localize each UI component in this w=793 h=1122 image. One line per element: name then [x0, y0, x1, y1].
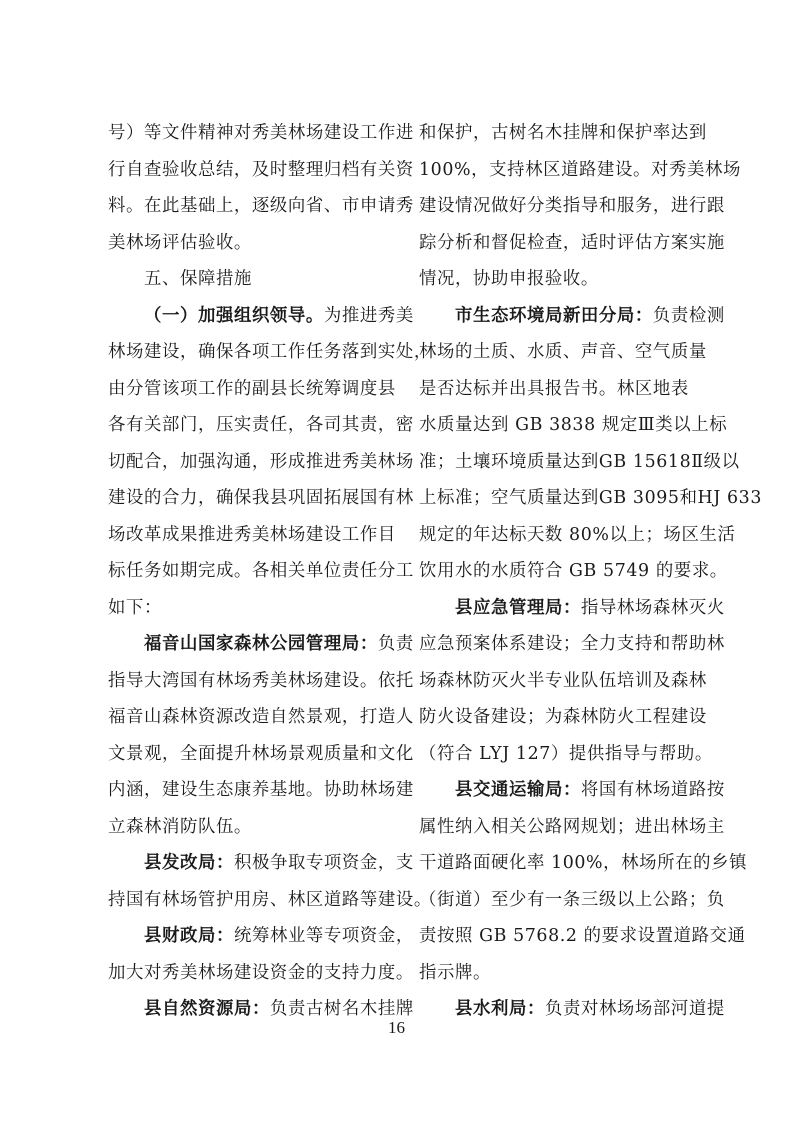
- text-line: [108, 845, 414, 882]
- text-line: 是否达标并出具报告书。林区地表: [419, 378, 689, 399]
- text-line: 场改革成果推进秀美林场建设工作目: [108, 524, 396, 545]
- text-line: 责按照 GB 5768.2 的要求设置道路交通: [419, 926, 746, 946]
- right-column: [419, 115, 763, 1028]
- text-line: 干道路面硬化率 100%，林场所在的乡镇: [419, 853, 748, 873]
- text-line: [108, 298, 414, 335]
- text-line: 上标准；空气质量达到GB 3095和HJ 633: [419, 488, 763, 508]
- text-line: 指示牌。: [419, 962, 491, 983]
- text-line: 饮用水的水质符合 GB 5749 的要求。: [419, 561, 728, 581]
- text-line: 各有关部门，压实责任，各司其责，密: [108, 415, 414, 435]
- text-line: 情况，协助申报验收。: [419, 269, 599, 289]
- bold-heading: 福音山国家森林公园管理局：: [144, 634, 378, 654]
- paragraph-jiaotong: [419, 772, 748, 991]
- inline-text: 统筹林业等专项资金，: [233, 926, 414, 946]
- text-line: 行自查验收总结，及时整理归档有关资: [108, 159, 414, 180]
- bold-heading: 县发改局：: [144, 853, 234, 873]
- text-line: 加大对秀美林场建设资金的支持力度。: [108, 962, 414, 983]
- paragraph-organization: [108, 298, 432, 627]
- text-line: 标任务如期完成。各相关单位责任分工: [108, 561, 414, 581]
- text-line: （符合 LYJ 127）提供指导与帮助。: [419, 743, 713, 764]
- paragraph-yingji: [419, 590, 725, 773]
- text-line: [419, 298, 725, 335]
- text-line: 林场的土质、水质、声音、空气质量: [419, 342, 707, 362]
- paragraph-fagai: [108, 845, 432, 918]
- inline-text: 积极争取专项资金，支: [233, 853, 414, 873]
- text-line: （街道）至少有一条三级以上公路；负: [419, 889, 725, 910]
- text-line: [108, 918, 414, 955]
- text-line: 如下：: [108, 597, 162, 618]
- text-line: 防火设备建设；为森林防火工程建设: [419, 707, 707, 727]
- bold-heading: 县交通运输局：: [455, 780, 581, 800]
- inline-text: 将国有林场道路按: [580, 780, 725, 800]
- bold-heading: 县水利局：: [455, 999, 545, 1019]
- inline-text: 负责对林场场部河道提: [544, 999, 725, 1019]
- paragraph-intro: [108, 115, 414, 261]
- text-line: [419, 772, 725, 809]
- bold-heading: 县财政局：: [144, 926, 234, 946]
- paragraph-fuyin: [108, 626, 414, 845]
- inline-text: 指导林场森林灭火: [580, 597, 725, 618]
- text-line: 水质量达到 GB 3838 规定Ⅲ类以上标: [419, 415, 728, 435]
- text-line: 美林场评估验收。: [108, 232, 252, 253]
- paragraph-ziran-continued: [419, 115, 741, 298]
- text-line: 持国有林场管护用房、林区道路等建设。: [108, 889, 432, 910]
- text-line: 林场建设，确保各项工作任务落到实处，: [108, 342, 432, 362]
- text-line: 立森林消防队伍。: [108, 816, 252, 837]
- text-line: 料。在此基础上，逐级向省、市申请秀: [108, 196, 414, 216]
- text-line: 建设的合力，确保我县巩固拓展国有林: [108, 488, 414, 508]
- text-line: 建设情况做好分类指导和服务，进行跟: [419, 196, 725, 216]
- text-line: 属性纳入相关公路网规划；进出林场主: [419, 816, 725, 837]
- bold-heading: 县自然资源局：: [144, 999, 270, 1019]
- paragraph-shengtai: [419, 298, 763, 590]
- text-line: 切配合，加强沟通，形成推进秀美林场: [108, 451, 414, 472]
- text-line: 场森林防灭火半专业队伍培训及森林: [419, 670, 707, 691]
- text-line: 指导大湾国有林场秀美林场建设。依托: [108, 670, 414, 691]
- text-line: 内涵，建设生态康养基地。协助林场建: [108, 780, 414, 800]
- text-line: 和保护，古树名木挂牌和保护率达到: [419, 123, 707, 143]
- inline-text: 为推进秀美: [323, 305, 414, 326]
- text-line: [419, 590, 725, 627]
- text-line: 号）等文件精神对秀美林场建设工作进: [108, 123, 414, 143]
- text-line: 应急预案体系建设；全力支持和帮助林: [419, 634, 725, 654]
- bold-heading: 市生态环境局新田分局：: [455, 305, 653, 326]
- text-line: 由分管该项工作的副县长统筹调度县: [108, 378, 396, 399]
- text-line: 福音山森林资源改造自然景观，打造人: [108, 707, 414, 727]
- text-line: 踪分析和督促检查，适时评估方案实施: [419, 232, 725, 253]
- paragraph-caizheng: [108, 918, 414, 991]
- inline-text: 负责: [377, 634, 414, 654]
- text-line: [108, 626, 414, 663]
- text-line: 100%，支持林区道路建设。对秀美林场: [419, 159, 741, 180]
- page-number: 16: [388, 1018, 405, 1037]
- inline-text: 负责古树名木挂牌: [269, 999, 414, 1019]
- text-line: 规定的年达标天数 80%以上；场区生活: [419, 524, 736, 545]
- text-line: 文景观，全面提升林场景观质量和文化: [108, 743, 414, 764]
- bold-heading: 县应急管理局：: [455, 597, 581, 618]
- bold-heading: （一）加强组织领导。: [144, 305, 324, 326]
- inline-text: 负责检测: [652, 305, 725, 326]
- section-heading: 五、保障措施: [144, 269, 252, 289]
- text-line: 准；土壤环境质量达到GB 15618Ⅱ级以: [419, 451, 740, 472]
